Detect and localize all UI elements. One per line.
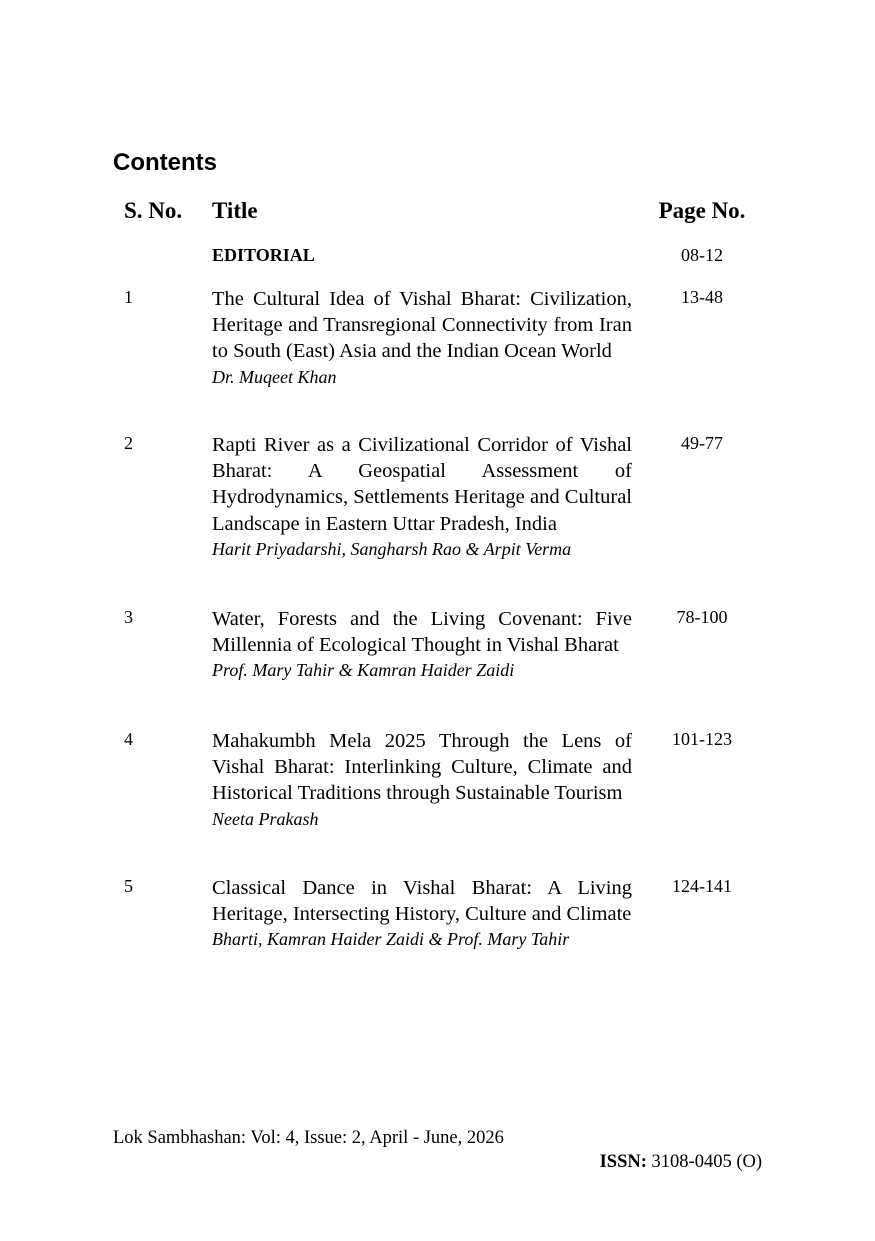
entry-title — [212, 606, 632, 681]
editorial-pages: 08-12 — [681, 245, 723, 265]
issn-value: 3108-0405 (O) — [651, 1152, 762, 1172]
column-header-sno: S. No. — [124, 198, 183, 223]
column-header-page: Page No. — [658, 198, 746, 223]
entry-title-text: Rapti River as a Civilizational Corridor of Vishal Bharat: A Geospatial Assessment of Hydrodynamics, Settlements Heritage and Cultural Landscape in Eastern Uttar Pradesh, India — [212, 434, 632, 535]
entry-title-text: The Cultural Idea of Vishal Bharat: Civilization, Heritage and Transregional Connectivity from Iran to South (East) Asia and the Indian Ocean World — [212, 288, 632, 363]
entry-number: 3 — [124, 607, 133, 627]
entry-title-text: Classical Dance in Vishal Bharat: A Living Heritage, Intersecting History, Culture and Climate — [212, 877, 632, 926]
entry-number: 1 — [124, 287, 133, 307]
entry-title — [212, 432, 632, 560]
journal-citation: Lok Sambhashan: Vol: 4, Issue: 2, April - June, 2026 — [113, 1128, 504, 1148]
entry-authors: Neeta Prakash — [212, 808, 319, 829]
entry-pages: 78-100 — [676, 607, 728, 627]
entry-number: 4 — [124, 729, 133, 749]
entry-number: 2 — [124, 433, 133, 453]
issn-label: ISSN: — [599, 1152, 647, 1172]
entry-title — [212, 286, 632, 388]
entry-number: 5 — [124, 876, 133, 896]
editorial-title: EDITORIAL — [212, 245, 315, 265]
entry-title-text: Mahakumbh Mela 2025 Through the Lens of Vishal Bharat: Interlinking Culture, Climate and Historical Traditions through Sustainable Tourism — [212, 730, 632, 805]
page-title: Contents — [113, 149, 217, 176]
entry-title — [212, 728, 632, 830]
column-header-title: Title — [212, 198, 258, 223]
entry-authors: Dr. Muqeet Khan — [212, 366, 337, 387]
entry-authors: Harit Priyadarshi, Sangharsh Rao & Arpit Verma — [212, 538, 572, 559]
issn — [600, 1152, 762, 1173]
entry-pages: 124-141 — [672, 876, 732, 896]
entry-title-text: Water, Forests and the Living Covenant: Five Millennia of Ecological Thought in Vishal Bharat — [212, 608, 632, 657]
entry-title — [212, 875, 632, 950]
entry-authors: Prof. Mary Tahir & Kamran Haider Zaidi — [212, 660, 515, 681]
entry-authors: Bharti, Kamran Haider Zaidi & Prof. Mary Tahir — [212, 929, 570, 950]
entry-pages: 13-48 — [681, 287, 723, 307]
entry-pages: 101-123 — [672, 729, 732, 749]
entry-pages: 49-77 — [681, 433, 723, 453]
